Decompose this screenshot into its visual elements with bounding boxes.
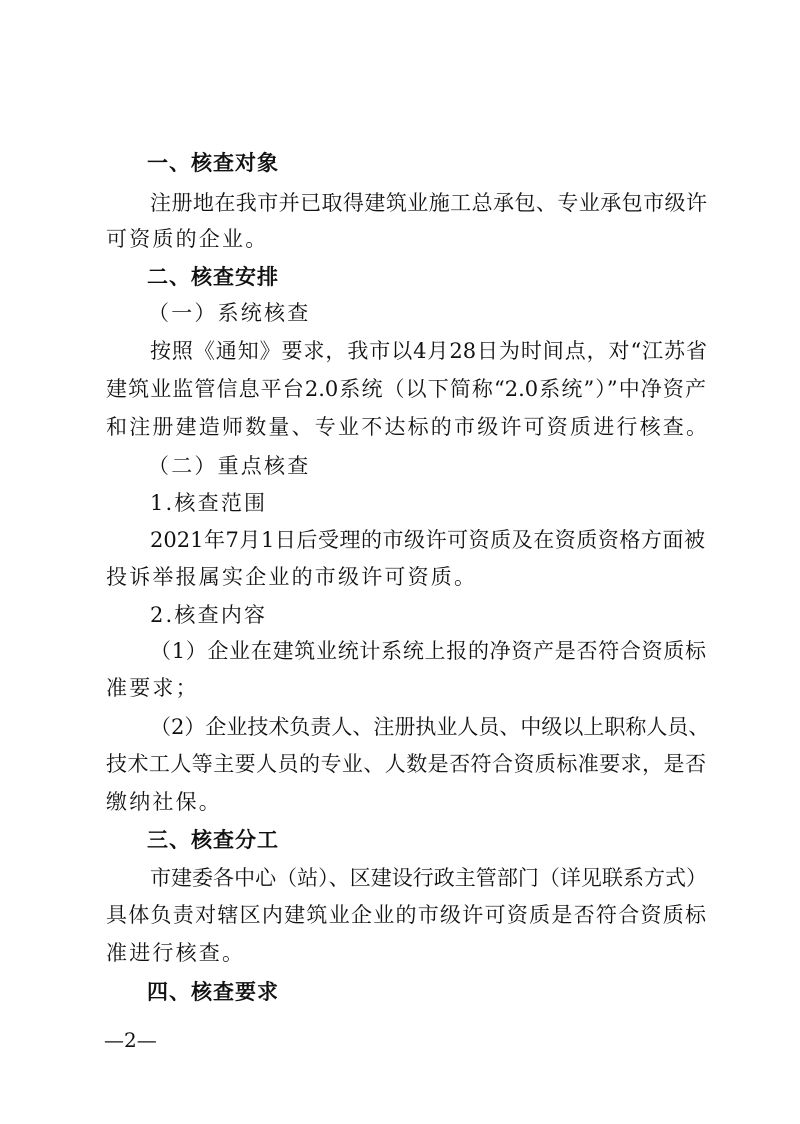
section-heading-4: 四、核查要求 — [147, 980, 279, 1004]
paragraph-line: 缴纳社保。 — [106, 790, 222, 814]
paragraph-line: （2）企业技术负责人、注册执业人员、中级以上职称人员、 — [150, 715, 710, 739]
paragraph-line: 可资质的企业。 — [106, 227, 269, 251]
paragraph-line: （1）企业在建筑业统计系统上报的净资产是否符合资质标 — [150, 639, 706, 663]
paragraph-line: 投诉举报属实企业的市级许可资质。 — [106, 565, 478, 589]
section-heading-3: 三、核查分工 — [147, 828, 279, 852]
paragraph-line: 2021年7月1日后受理的市级许可资质及在资质资格方面被 — [150, 528, 705, 552]
paragraph-line: 注册地在我市并已取得建筑业施工总承包、专业承包市级许 — [150, 191, 707, 215]
item-heading: 2.核查内容 — [150, 603, 268, 627]
subheading: （一）系统核查 — [148, 301, 311, 325]
page-number: —2— — [104, 1028, 157, 1052]
paragraph-line: 按照《通知》要求，我市以4月28日为时间点，对“江苏省 — [150, 339, 707, 363]
section-heading-1: 一、核查对象 — [147, 151, 279, 175]
subheading: （二）重点核查 — [148, 454, 311, 478]
paragraph-line: 建筑业监管信息平台2.0系统（以下简称“2.0系统”）”中净资产 — [106, 377, 706, 401]
paragraph-line: 具体负责对辖区内建筑业企业的市级许可资质是否符合资质标 — [106, 903, 706, 927]
paragraph-line: 和注册建造师数量、专业不达标的市级许可资质进行核查。 — [106, 415, 710, 439]
paragraph-line: 准进行核查。 — [106, 941, 246, 965]
paragraph-line: 技术工人等主要人员的专业、人数是否符合资质标准要求，是否 — [106, 752, 706, 776]
item-heading: 1.核查范围 — [150, 491, 268, 515]
section-heading-2: 二、核查安排 — [147, 265, 279, 289]
paragraph-line: 准要求； — [106, 676, 199, 700]
paragraph-line: 市建委各中心（站）、区建设行政主管部门（详见联系方式） — [150, 866, 707, 890]
